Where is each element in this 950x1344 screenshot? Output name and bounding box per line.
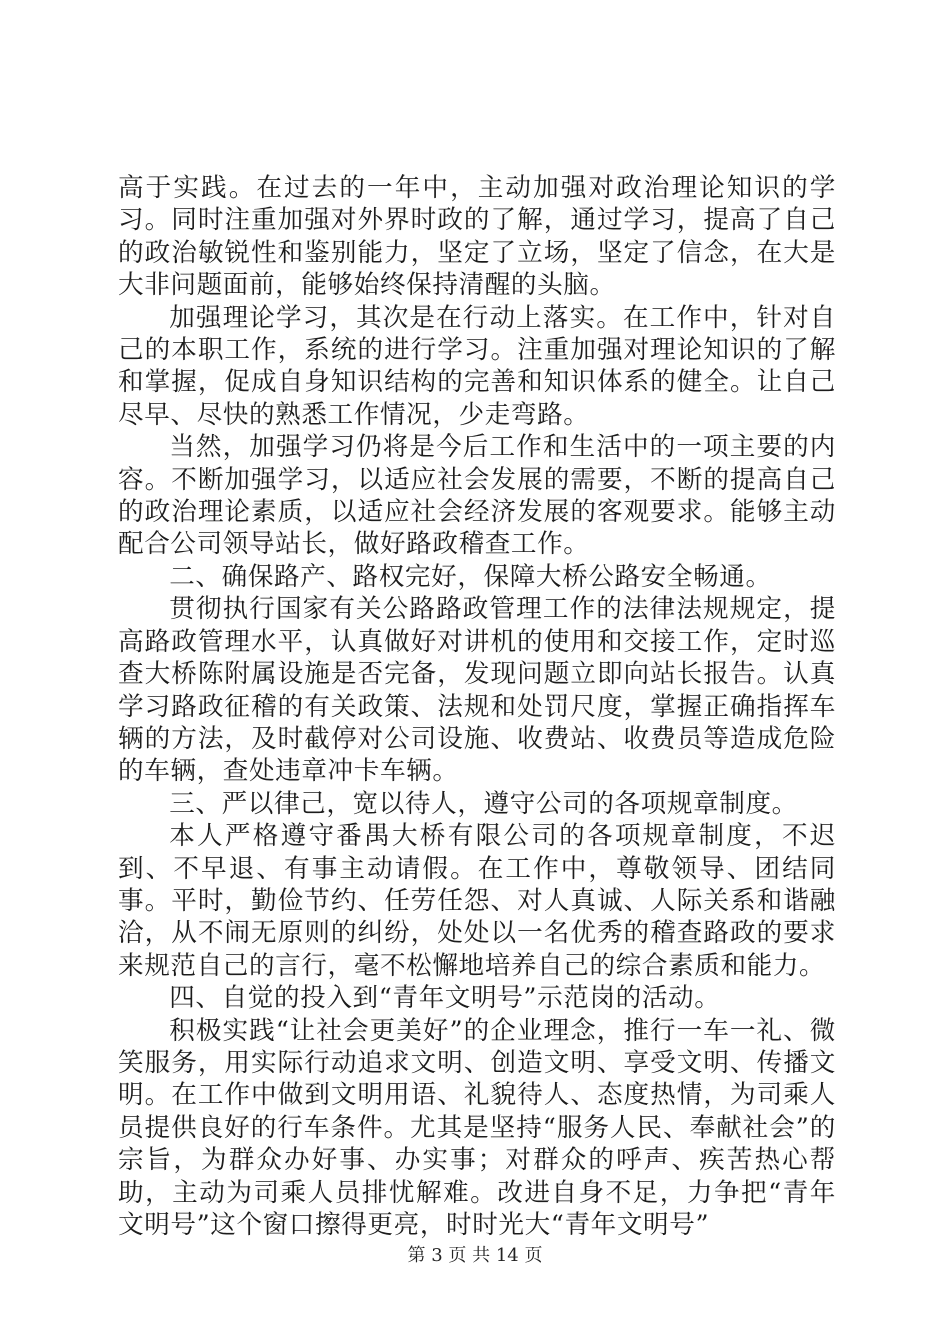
section-heading-2: 二、确保路产、路权完好，保障大桥公路安全畅通。 (169, 561, 772, 592)
paragraph-5: 本人严格遵守番禺大桥有限公司的各项规章制度，不迟到、不早退、有事主动请假。在工作中，尊敬领导、团结同事。平时，勤俭节约、任劳任怨、对人真诚、人际关系和谐融洽，从不闹无原则的纠纷，处处以一名优秀的稽查路政的要求来规范自己的言行，毫不松懈地培养自己的综合素质和能力。 (118, 821, 836, 981)
paragraph-3: 当然，加强学习仍将是今后工作和生活中的一项主要的内容。不断加强学习，以适应社会发展的需要，不断的提高自己的政治理论素质，以适应社会经济发展的客观要求。能够主动配合公司领导站长，做好路政稽查工作。 (118, 432, 836, 560)
paragraph-4: 贯彻执行国家有关公路路政管理工作的法律法规规定，提高路政管理水平，认真做好对讲机的使用和交接工作，定时巡查大桥陈附属设施是否完备，发现问题立即向站长报告。认真学习路政征稽的有关政策、法规和处罚尺度，掌握正确指挥车辆的方法，及时截停对公司设施、收费站、收费员等造成危险的车辆，查处违章冲卡车辆。 (118, 594, 836, 787)
paragraph-2: 加强理论学习，其次是在行动上落实。在工作中，针对自己的本职工作，系统的进行学习。注重加强对理论知识的了解和掌握，促成自身知识结构的完善和知识体系的健全。让自己尽早、尽快的熟悉工作情况，少走弯路。 (118, 302, 836, 430)
page-number-footer: 第 3 页 共 14 页 (407, 1245, 543, 1266)
section-heading-3: 三、严以律己，宽以待人，遵守公司的各项规章制度。 (169, 788, 798, 819)
paragraph-6: 积极实践“让社会更美好”的企业理念，推行一车一礼、微笑服务，用实际行动追求文明、创造文明、享受文明、传播文明。在工作中做到文明用语、礼貌待人、态度热情，为司乘人员提供良好的行车条件。尤其是坚持“服务人民、奉献社会”的宗旨，为群众办好事、办实事；对群众的呼声、疾苦热心帮助，主动为司乘人员排忧解难。改进自身不足，力争把“青年文明号”这个窗口擦得更亮，时时光大“青年文明号” (118, 1015, 836, 1240)
section-heading-4: 四、自觉的投入到“青年文明号”示范岗的活动。 (169, 983, 721, 1014)
paragraph-1: 高于实践。在过去的一年中，主动加强对政治理论知识的学习。同时注重加强对外界时政的了解，通过学习，提高了自己的政治敏锐性和鉴别能力，坚定了立场，坚定了信念，在大是大非问题面前，能够始终保持清醒的头脑。 (118, 173, 836, 301)
document-body (118, 172, 836, 1241)
